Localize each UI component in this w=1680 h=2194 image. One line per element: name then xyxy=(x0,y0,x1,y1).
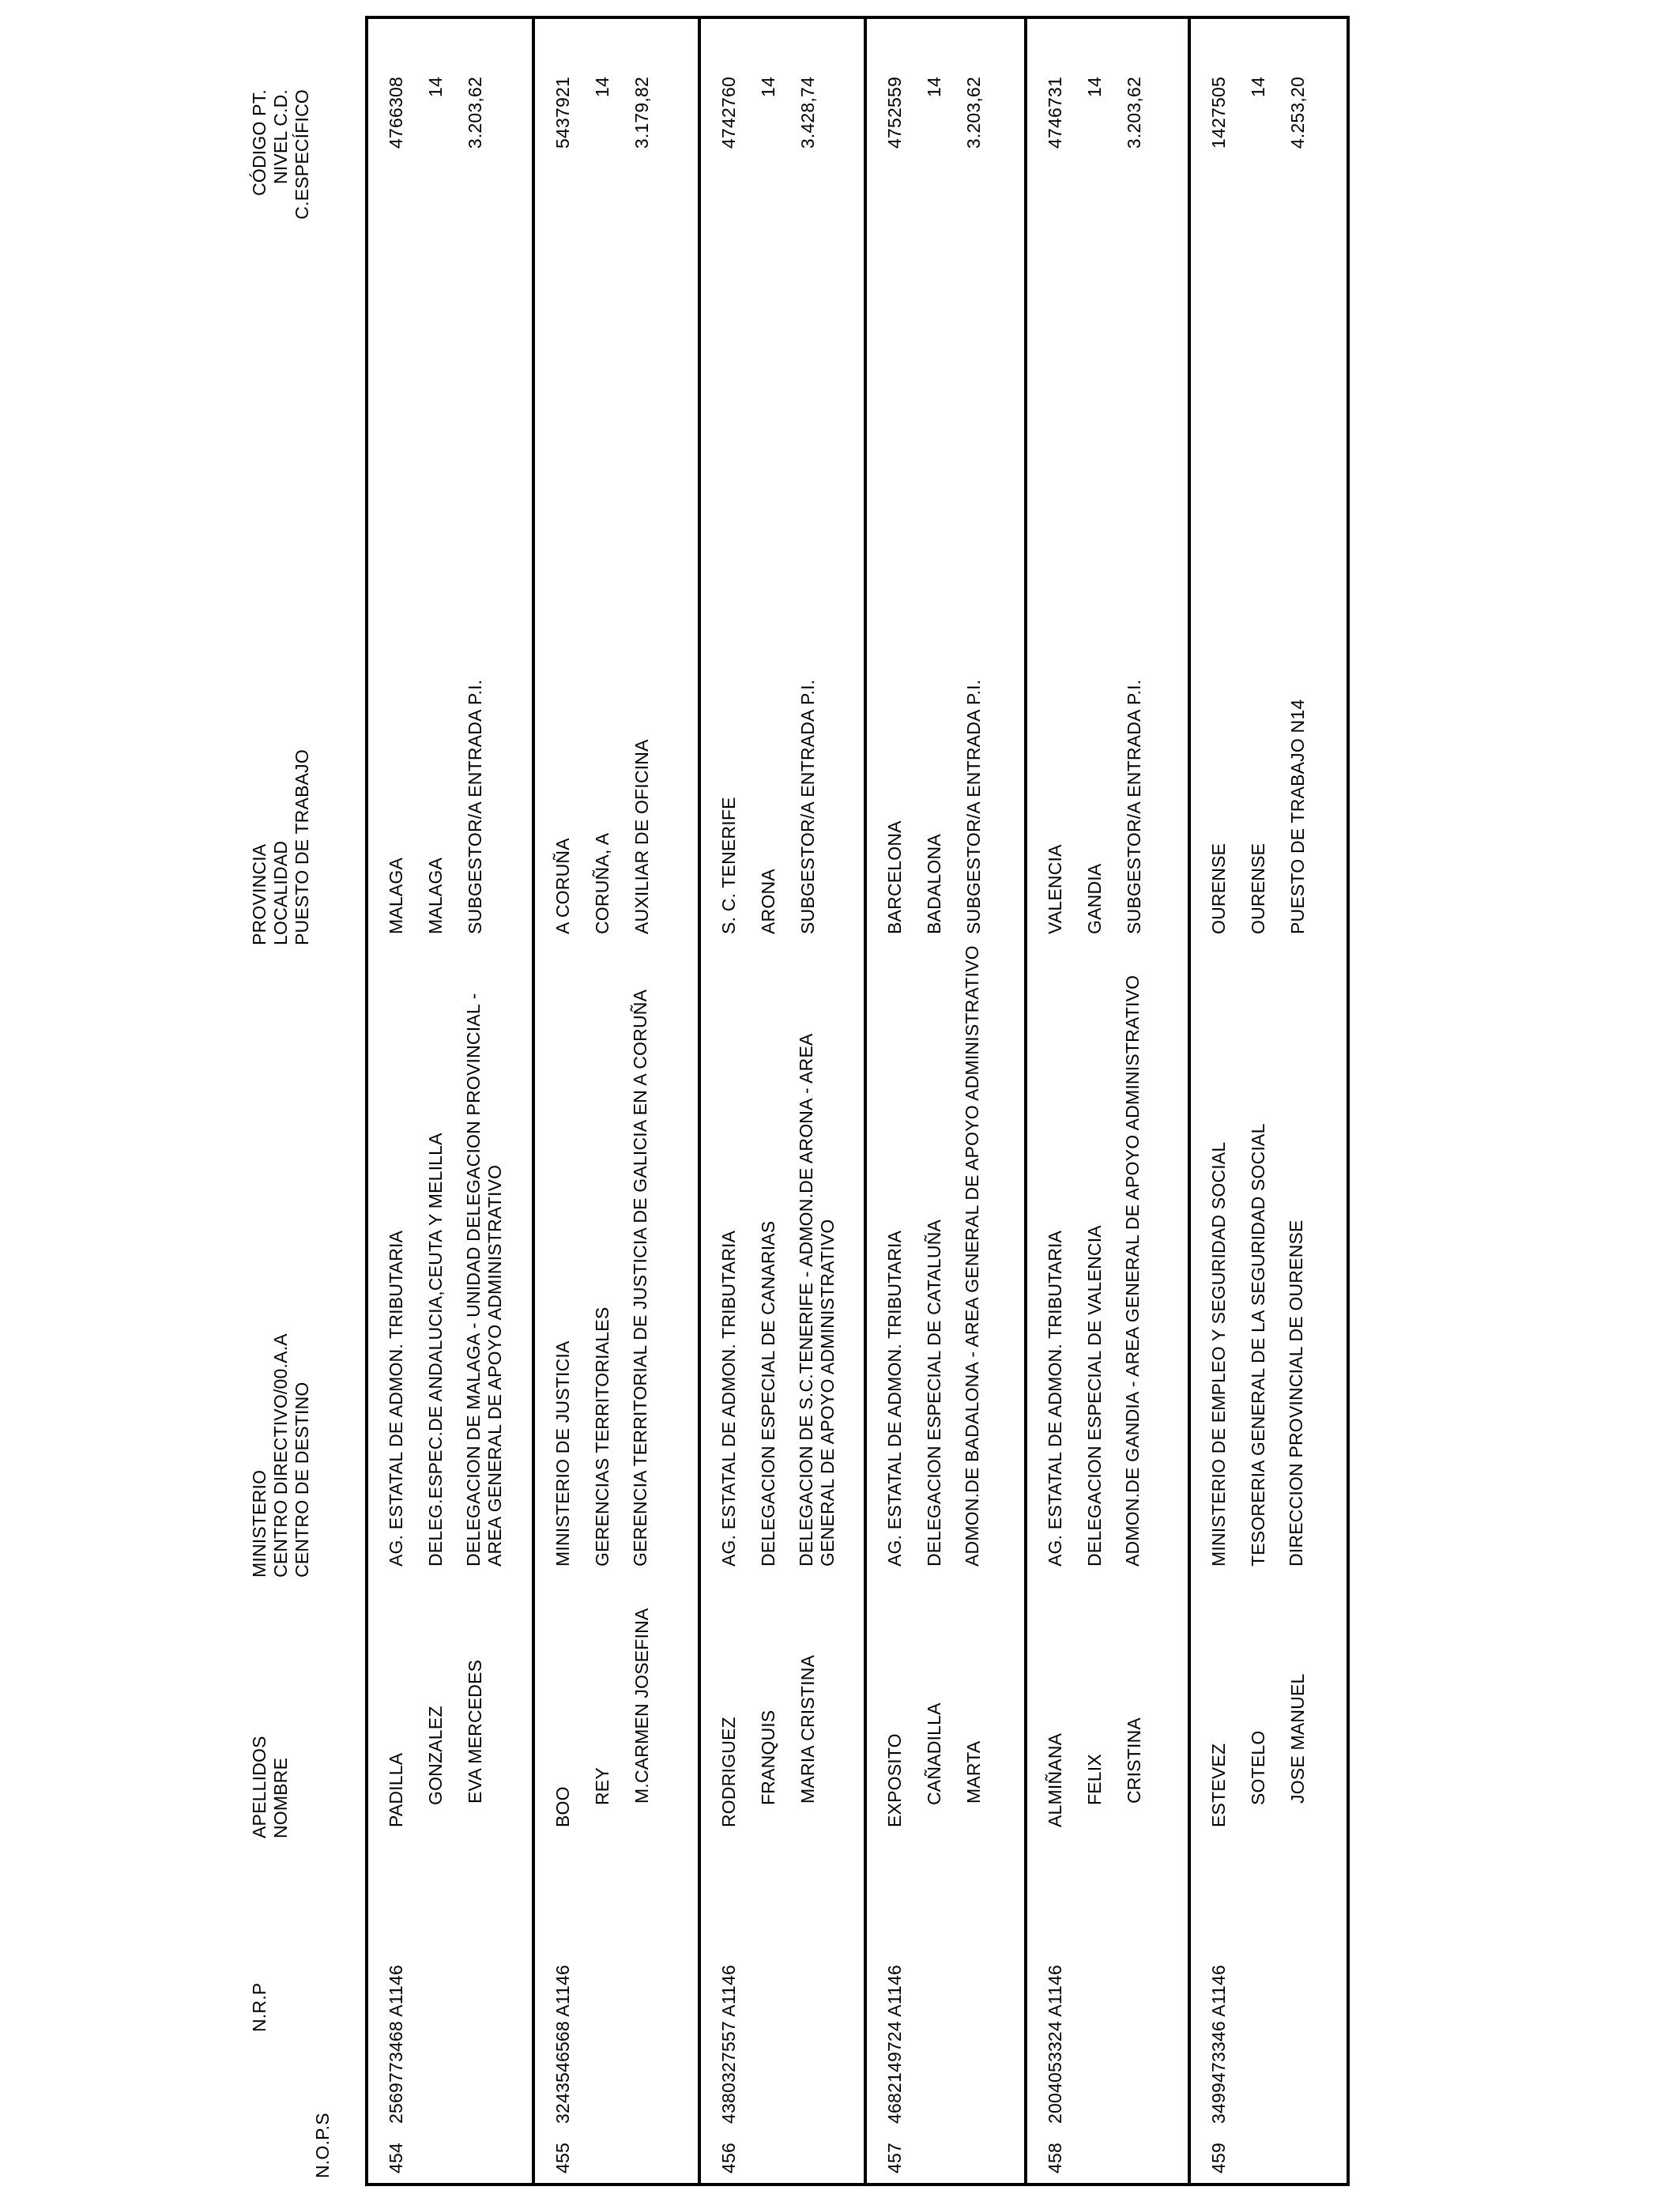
specific-comp: 3.203,62 xyxy=(465,77,485,149)
record-group xyxy=(368,19,532,2183)
locality: GANDIA xyxy=(1084,863,1105,934)
record-group xyxy=(698,19,864,2183)
ministry: MINISTERIO DE EMPLEO Y SEGURIDAD SOCIAL xyxy=(1208,1141,1229,1566)
ministry: AG. ESTATAL DE ADMON. TRIBUTARIA xyxy=(386,1230,406,1566)
record-group xyxy=(532,19,698,2183)
locality: CORUÑA, A xyxy=(592,832,612,934)
records-table xyxy=(365,16,1350,2186)
locality: ARONA xyxy=(758,869,778,934)
province: S. C. TENERIFE xyxy=(718,797,739,934)
record-group xyxy=(1024,19,1188,2183)
given-name: CRISTINA xyxy=(1124,1717,1144,1804)
record-group xyxy=(1188,19,1350,2183)
level-cd: 14 xyxy=(1084,77,1105,97)
specific-comp: 3.203,62 xyxy=(963,77,984,149)
header-nops: N.O.P.S xyxy=(312,2113,333,2178)
surname-2: REY xyxy=(592,1767,612,1805)
destination-center: DELEGACION DE MALAGA - UNIDAD DELEGACION PROVINCIAL - AREA GENERAL DE APOYO ADMINISTRATIVO xyxy=(463,993,505,1566)
nops-value: 459 xyxy=(1208,2143,1229,2173)
surname-2: GONZALEZ xyxy=(425,1706,446,1805)
nops-value: 457 xyxy=(884,2143,905,2173)
ministry: MINISTERIO DE JUSTICIA xyxy=(552,1340,573,1566)
ministry: AG. ESTATAL DE ADMON. TRIBUTARIA xyxy=(884,1230,905,1566)
surname-2: CAÑADILLA xyxy=(924,1702,944,1805)
surname-2: FELIX xyxy=(1084,1754,1105,1805)
job-position: SUBGESTOR/A ENTRADA P.I. xyxy=(1124,679,1144,934)
surname-1: PADILLA xyxy=(386,1752,406,1827)
directive-center: DELEGACION ESPECIAL DE VALENCIA xyxy=(1084,1225,1105,1566)
directive-center: DELEG.ESPEC.DE ANDALUCIA,CEUTA Y MELILLA xyxy=(425,1133,446,1566)
destination-center: DELEGACION DE S.C.TENERIFE - ADMON.DE ARONA - AREA GENERAL DE APOYO ADMINISTRATIVO xyxy=(796,1034,838,1566)
job-position: SUBGESTOR/A ENTRADA P.I. xyxy=(465,679,485,934)
surname-1: BOO xyxy=(552,1786,573,1827)
job-position: SUBGESTOR/A ENTRADA P.I. xyxy=(797,679,818,934)
surname-2: SOTELO xyxy=(1248,1730,1268,1805)
directive-center: GERENCIAS TERRITORIALES xyxy=(592,1306,612,1566)
directive-center: DELEGACION ESPECIAL DE CANARIAS xyxy=(758,1220,778,1566)
code-pt: 4766308 xyxy=(386,77,406,149)
surname-2: FRANQUIS xyxy=(758,1710,778,1805)
header-apellidos: APELLIDOS NOMBRE xyxy=(249,1736,291,1838)
nrp-value: 2004053324 A1146 xyxy=(1045,1964,1065,2124)
header-codigo: CÓDIGO PT. NIVEL C.D. C.ESPECÍFICO xyxy=(249,89,312,220)
locality: BADALONA xyxy=(924,834,944,934)
nrp-value: 3499473346 A1146 xyxy=(1208,1964,1229,2124)
nops-value: 455 xyxy=(552,2143,573,2173)
locality: MALAGA xyxy=(425,857,446,934)
specific-comp: 3.203,62 xyxy=(1124,77,1144,149)
ministry: AG. ESTATAL DE ADMON. TRIBUTARIA xyxy=(718,1230,739,1566)
level-cd: 14 xyxy=(924,77,944,97)
destination-center: ADMON.DE GANDIA - AREA GENERAL DE APOYO ADMINISTRATIVO xyxy=(1122,974,1143,1566)
province: BARCELONA xyxy=(884,820,905,934)
nrp-value: 4682149724 A1146 xyxy=(884,1964,905,2124)
specific-comp: 3.428,74 xyxy=(797,77,818,149)
nrp-value: 3243546568 A1146 xyxy=(552,1964,573,2124)
record-group xyxy=(864,19,1024,2183)
header-provincia: PROVINCIA LOCALIDAD PUESTO DE TRABAJO xyxy=(249,749,312,945)
surname-1: ALMIÑANA xyxy=(1045,1732,1065,1827)
surname-1: RODRIGUEZ xyxy=(718,1717,739,1827)
given-name: EVA MERCEDES xyxy=(465,1659,485,1804)
nops-value: 456 xyxy=(718,2143,739,2173)
level-cd: 14 xyxy=(758,77,778,97)
specific-comp: 3.179,82 xyxy=(631,77,652,149)
surname-1: EXPOSITO xyxy=(884,1733,905,1827)
given-name: MARTA xyxy=(963,1740,984,1804)
province: MALAGA xyxy=(386,857,406,934)
header-nrp: N.R.P xyxy=(249,1982,269,2032)
code-pt: 5437921 xyxy=(552,77,573,149)
province: OURENSE xyxy=(1208,843,1229,934)
given-name: MARIA CRISTINA xyxy=(797,1654,818,1804)
specific-comp: 4.253,20 xyxy=(1287,77,1308,149)
level-cd: 14 xyxy=(1248,77,1268,97)
nrp-value: 2569773468 A1146 xyxy=(386,1964,406,2124)
given-name: M.CARMEN JOSEFINA xyxy=(631,1608,652,1804)
directive-center: DELEGACION ESPECIAL DE CATALUÑA xyxy=(924,1219,944,1566)
ministry: AG. ESTATAL DE ADMON. TRIBUTARIA xyxy=(1045,1230,1065,1566)
destination-center: ADMON.DE BADALONA - AREA GENERAL DE APOYO ADMINISTRATIVO xyxy=(962,945,982,1566)
surname-1: ESTEVEZ xyxy=(1208,1743,1229,1827)
job-position: SUBGESTOR/A ENTRADA P.I. xyxy=(963,679,984,934)
province: A CORUÑA xyxy=(552,838,573,934)
code-pt: 1427505 xyxy=(1208,77,1229,149)
level-cd: 14 xyxy=(425,77,446,97)
nrp-value: 4380327557 A1146 xyxy=(718,1964,739,2124)
directive-center: TESORERIA GENERAL DE LA SEGURIDAD SOCIAL xyxy=(1248,1123,1268,1566)
code-pt: 4742760 xyxy=(718,77,739,149)
destination-center: GERENCIA TERRITORIAL DE JUSTICIA DE GALICIA EN A CORUÑA xyxy=(630,989,650,1566)
locality: OURENSE xyxy=(1248,843,1268,934)
nops-value: 458 xyxy=(1045,2143,1065,2173)
level-cd: 14 xyxy=(592,77,612,97)
job-position: AUXILIAR DE OFICINA xyxy=(631,739,652,934)
nops-value: 454 xyxy=(386,2143,406,2173)
job-position: PUESTO DE TRABAJO N14 xyxy=(1287,699,1308,934)
code-pt: 4752559 xyxy=(884,77,905,149)
destination-center: DIRECCION PROVINCIAL DE OURENSE xyxy=(1286,1220,1306,1566)
code-pt: 4746731 xyxy=(1045,77,1065,149)
header-ministerio: MINISTERIO CENTRO DIRECTIVO/00.A.A CENTRO DE DESTINO xyxy=(249,1333,312,1578)
given-name: JOSE MANUEL xyxy=(1287,1673,1308,1804)
province: VALENCIA xyxy=(1045,844,1065,934)
